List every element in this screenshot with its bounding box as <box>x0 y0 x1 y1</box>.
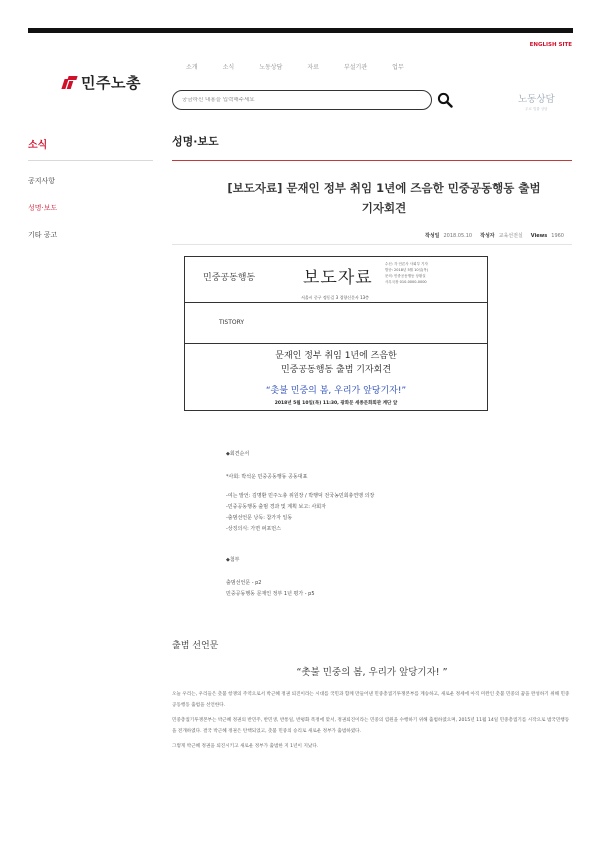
logo-text: 민주노총 <box>81 74 141 92</box>
declaration-title: 출범 선언문 <box>172 641 219 651</box>
outline-line: *사회: 박석운 민중공동행동 공동대표 <box>226 474 308 480</box>
sidebar-title: 소식 <box>28 140 48 151</box>
press-slogan: “촛불 민중의 봄, 우리가 앞당기자!” <box>265 386 407 396</box>
press-divider <box>185 343 487 344</box>
english-site-link[interactable]: ENGLISH SITE <box>529 42 572 48</box>
consult-label: 노동상담 <box>518 94 555 105</box>
press-address: 서울시 중구 정동길 3 경향신문사 13층 <box>300 295 370 300</box>
sidebar-menu <box>28 176 57 257</box>
sidebar-divider <box>28 160 153 161</box>
press-headline <box>185 349 487 377</box>
press-datetime-place: 2018년 5월 10일(목) 11:30, 광화문 세종문화회관 계단 앞 <box>274 401 398 406</box>
page-title-divider <box>172 160 572 161</box>
outline-line: -여는 발언: 김명환 민주노총 위원장 / 박행덕 전국농민회총연맹 의장 <box>226 493 375 499</box>
press-sender-line: 문의: 민중공동행동 상황실 <box>385 274 426 278</box>
tistory-watermark: TISTORY <box>219 319 245 326</box>
nav-item-news[interactable]: 소식 <box>222 64 235 71</box>
declaration-paragraph: 그렇게 박근혜 정권을 퇴진시키고 새로운 정부가 출범한 지 1년이 지났다. <box>172 744 319 749</box>
top-border <box>28 28 573 33</box>
article-title-line2: 기자회견 <box>361 201 407 215</box>
press-org: 민중공동행동 <box>203 273 256 283</box>
attachment-line: 출범선언문 - p2 <box>226 580 262 586</box>
press-release-image <box>184 256 488 411</box>
press-outline <box>226 450 374 601</box>
views-value: 1960 <box>551 232 564 239</box>
search-box <box>172 90 432 110</box>
declaration-paragraph: 오늘 우리는, 우리들은 촛불 항쟁의 주역으로서 박근혜 정권 퇴진이라는 시대를 국민과 함께 만들어낸 민중총궐기투쟁본부를 계승하고, 새로운 정세에 아직 미완인 촛불 민중의 꿈을 완성하기 위해 민중공동행동 출범을 선언한다. <box>172 692 570 708</box>
declaration-body <box>172 690 572 758</box>
declaration-quote: “촛불 민중의 봄, 우리가 앞당기자! ” <box>296 667 448 678</box>
date-value: 2018.05.10 <box>443 232 473 239</box>
article-title-line1: [보도자료] 문재인 정부 취임 1년에 즈음한 민중공동행동 출범 <box>227 181 541 195</box>
sidebar-item-other-notices[interactable]: 기타 공고 <box>28 231 58 239</box>
labor-consult-button[interactable] <box>518 91 555 112</box>
nav-item-work[interactable]: 업무 <box>392 64 404 71</box>
press-title: 보도자료 <box>303 268 373 288</box>
logo-mark-icon <box>62 76 78 89</box>
outline-line: -민중공동행동 출범 경과 및 계획 보고: 사회자 <box>226 504 326 510</box>
press-headline-line2: 민중공동행동 출범 기자회견 <box>280 365 392 375</box>
search-icon[interactable] <box>437 92 453 108</box>
press-sender-line: 사무국장 010-0000-0000 <box>385 280 427 284</box>
press-sender-line: 수신: 각 언론사 사회부 기자 <box>385 262 428 266</box>
attachment-line: 민중공동행동 문재인 정부 1년 평가 - p5 <box>226 591 315 597</box>
sidebar-item-statements[interactable]: 성명·보도 <box>28 204 58 212</box>
views-label: Views <box>530 232 548 239</box>
press-headline-line1: 문재인 정부 취임 1년에 즈음한 <box>275 351 397 361</box>
sidebar-item-notices[interactable]: 공지사항 <box>28 177 56 185</box>
nav-item-labor-consult[interactable]: 노동상담 <box>259 64 283 71</box>
attachment-heading: ◆첨부 <box>226 557 240 563</box>
consult-sub-label: 무료 법률 상담 <box>525 107 548 111</box>
nav-item-materials[interactable]: 자료 <box>307 64 319 71</box>
search-input[interactable] <box>182 97 431 103</box>
article-meta <box>425 232 572 239</box>
page-title: 성명·보도 <box>172 135 219 148</box>
author-value: 교육선전실 <box>498 233 523 239</box>
nav-item-about[interactable]: 소개 <box>186 64 198 71</box>
press-sender-info <box>385 261 428 285</box>
article-title <box>196 178 572 218</box>
nav-item-affiliates[interactable]: 부설기관 <box>343 64 368 71</box>
outline-line: -출범선언문 낭독: 참가자 일동 <box>226 515 293 521</box>
author-label: 작성자 <box>480 233 495 239</box>
outline-line: -상징의식: 가면 퍼포먼스 <box>226 526 281 532</box>
declaration-paragraph: 민중총궐기투쟁본부는 박근혜 정권의 반민주, 반민생, 반통일, 반평화 폭정에 맞서, 정권퇴진이라는 민중의 염원을 수행하기 위해 출범하였으며, 2015년 11월 14일 민중총궐기를 시작으로 범국민행동을 전개하였다. 결국 박근혜 정권은 탄핵되었고, 촛불 민중의 승리로 새로운 정부가 출범하였다. <box>172 718 570 734</box>
date-label: 작성일 <box>424 233 440 239</box>
press-divider <box>185 302 487 303</box>
meta-divider <box>172 244 572 245</box>
site-logo[interactable] <box>62 72 141 93</box>
press-sender-line: 발송: 2018년 5월 10일(목) <box>385 268 429 272</box>
outline-heading: ◆회견순서 <box>226 451 250 457</box>
main-nav <box>186 62 429 71</box>
